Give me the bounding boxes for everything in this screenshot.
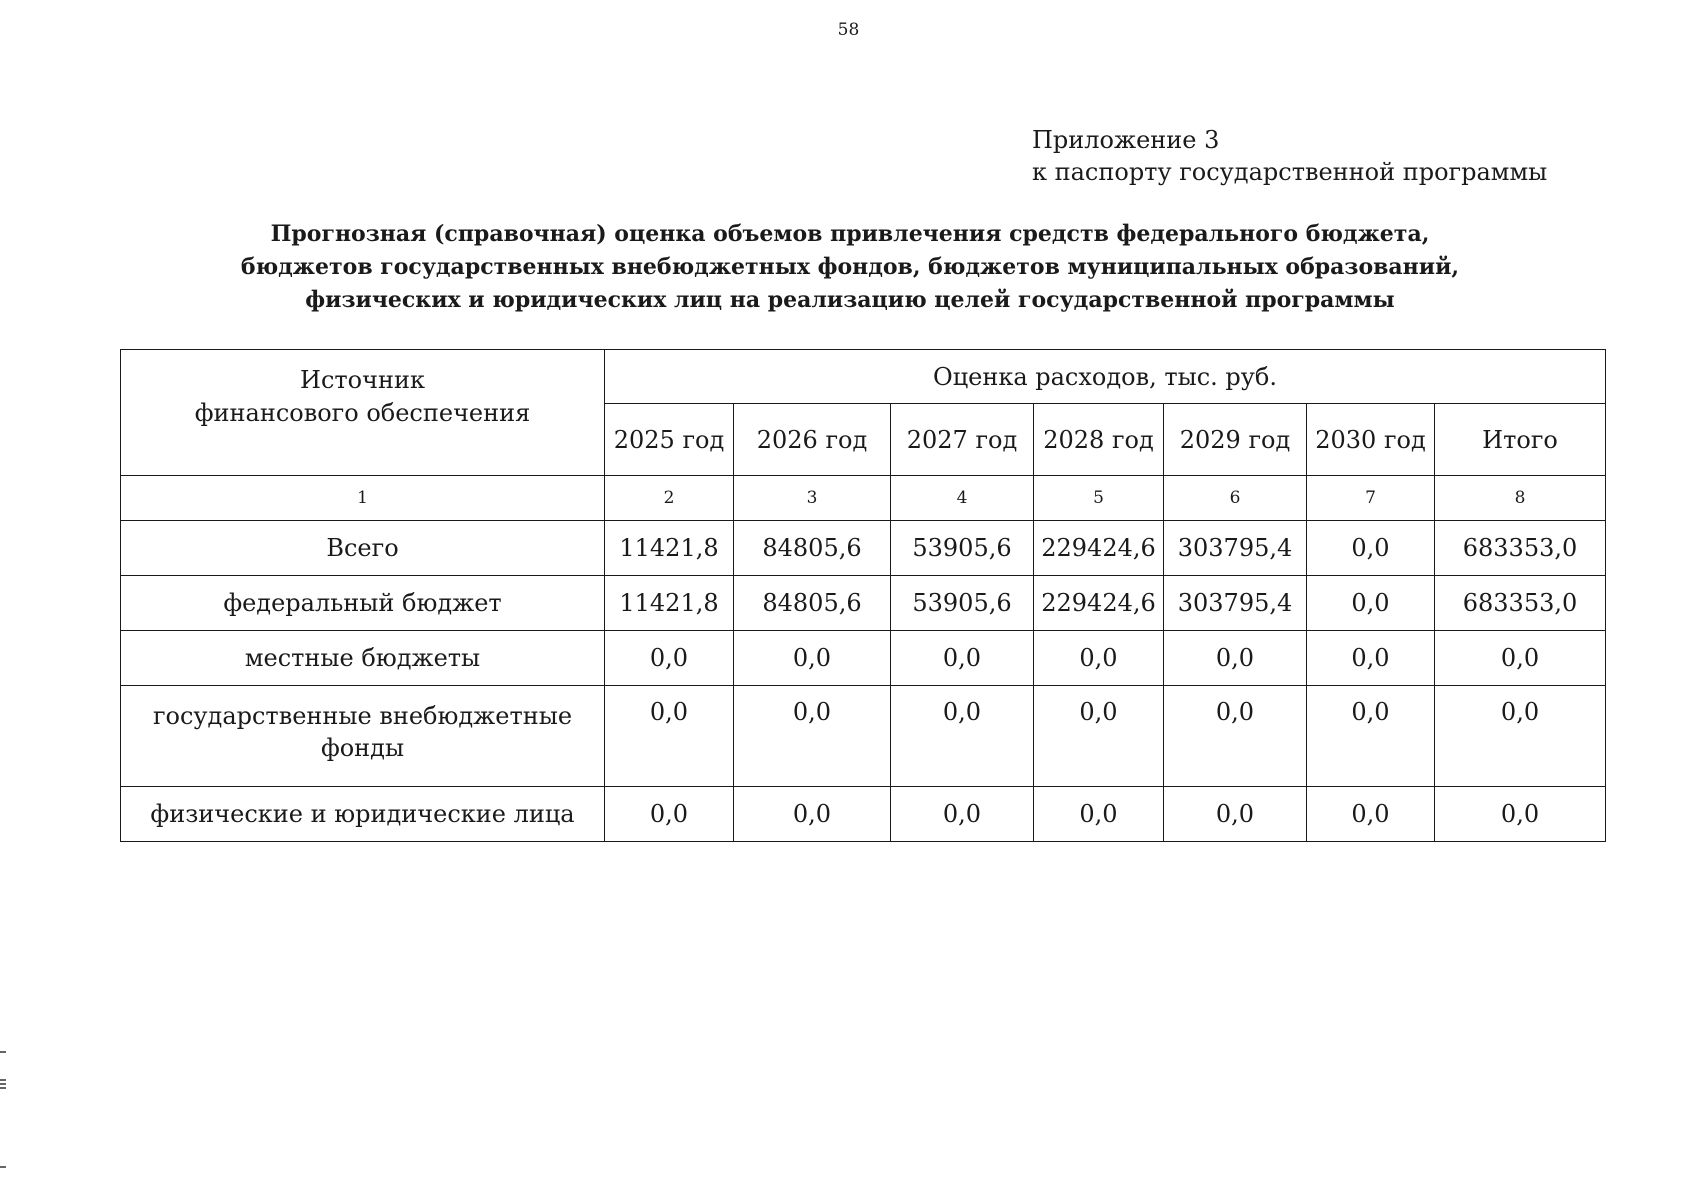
value-cell: 303795,4 — [1164, 521, 1307, 576]
column-number: 6 — [1164, 476, 1307, 521]
value-cell: 11421,8 — [605, 521, 734, 576]
column-number: 7 — [1307, 476, 1435, 521]
source-header-line-1: Источник — [300, 366, 425, 394]
total-cell: 683353,0 — [1435, 576, 1606, 631]
value-cell: 0,0 — [1307, 686, 1435, 787]
value-cell: 0,0 — [1034, 631, 1164, 686]
row-label: государственные внебюджетные фонды — [121, 686, 605, 787]
expense-estimate-header: Оценка расходов, тыс. руб. — [605, 350, 1606, 404]
column-number: 2 — [605, 476, 734, 521]
appendix-note — [1032, 124, 1547, 188]
column-number: 4 — [891, 476, 1034, 521]
row-label: физические и юридические лица — [121, 787, 605, 842]
table-row — [121, 631, 1606, 686]
value-cell: 53905,6 — [891, 576, 1034, 631]
total-header-cell: Итого — [1435, 404, 1606, 476]
year-header-cell: 2025 год — [605, 404, 734, 476]
appendix-line-2: к паспорту государственной программы — [1032, 158, 1548, 186]
table-row — [121, 686, 1606, 787]
value-cell: 0,0 — [1307, 521, 1435, 576]
source-header-cell — [121, 350, 605, 476]
column-number: 5 — [1034, 476, 1164, 521]
total-cell: 0,0 — [1435, 686, 1606, 787]
column-number-row — [121, 476, 1606, 521]
table-row — [121, 787, 1606, 842]
table-row — [121, 521, 1606, 576]
year-header-cell: 2030 год — [1307, 404, 1435, 476]
value-cell: 0,0 — [1034, 686, 1164, 787]
value-cell: 0,0 — [891, 787, 1034, 842]
document-title — [150, 218, 1550, 317]
value-cell: 0,0 — [1164, 686, 1307, 787]
value-cell: 0,0 — [1034, 787, 1164, 842]
table-header-row — [121, 350, 1606, 404]
scan-edge-marks — [0, 1050, 8, 1170]
value-cell: 84805,6 — [734, 576, 891, 631]
total-cell: 0,0 — [1435, 631, 1606, 686]
title-line-1: Прогнозная (справочная) оценка объемов привлечения средств федерального бюджета, — [270, 221, 1430, 247]
value-cell: 11421,8 — [605, 576, 734, 631]
value-cell: 229424,6 — [1034, 521, 1164, 576]
value-cell: 0,0 — [1307, 576, 1435, 631]
value-cell: 229424,6 — [1034, 576, 1164, 631]
row-label: федеральный бюджет — [121, 576, 605, 631]
value-cell: 0,0 — [1307, 631, 1435, 686]
table-row — [121, 576, 1606, 631]
value-cell: 0,0 — [734, 686, 891, 787]
value-cell: 0,0 — [1164, 787, 1307, 842]
page-number: 58 — [837, 20, 860, 40]
column-number: 3 — [734, 476, 891, 521]
year-header-cell: 2028 год — [1034, 404, 1164, 476]
value-cell: 0,0 — [1307, 787, 1435, 842]
value-cell: 53905,6 — [891, 521, 1034, 576]
value-cell: 84805,6 — [734, 521, 891, 576]
year-header-cell: 2027 год — [891, 404, 1034, 476]
value-cell: 0,0 — [605, 686, 734, 787]
value-cell: 303795,4 — [1164, 576, 1307, 631]
column-number: 8 — [1435, 476, 1606, 521]
title-line-2: бюджетов государственных внебюджетных фондов, бюджетов муниципальных образований, — [240, 254, 1460, 280]
financing-table — [120, 349, 1606, 842]
appendix-line-1: Приложение 3 — [1032, 126, 1220, 154]
source-header-line-2: финансового обеспечения — [194, 399, 531, 427]
total-cell: 683353,0 — [1435, 521, 1606, 576]
value-cell: 0,0 — [734, 787, 891, 842]
value-cell: 0,0 — [605, 631, 734, 686]
year-header-cell: 2026 год — [734, 404, 891, 476]
value-cell: 0,0 — [891, 631, 1034, 686]
total-cell: 0,0 — [1435, 787, 1606, 842]
row-label: местные бюджеты — [121, 631, 605, 686]
value-cell: 0,0 — [605, 787, 734, 842]
year-header-cell: 2029 год — [1164, 404, 1307, 476]
row-label: Всего — [121, 521, 605, 576]
column-number: 1 — [121, 476, 605, 521]
title-line-3: физических и юридических лиц на реализацию целей государственной программы — [305, 287, 1395, 313]
value-cell: 0,0 — [1164, 631, 1307, 686]
value-cell: 0,0 — [734, 631, 891, 686]
value-cell: 0,0 — [891, 686, 1034, 787]
